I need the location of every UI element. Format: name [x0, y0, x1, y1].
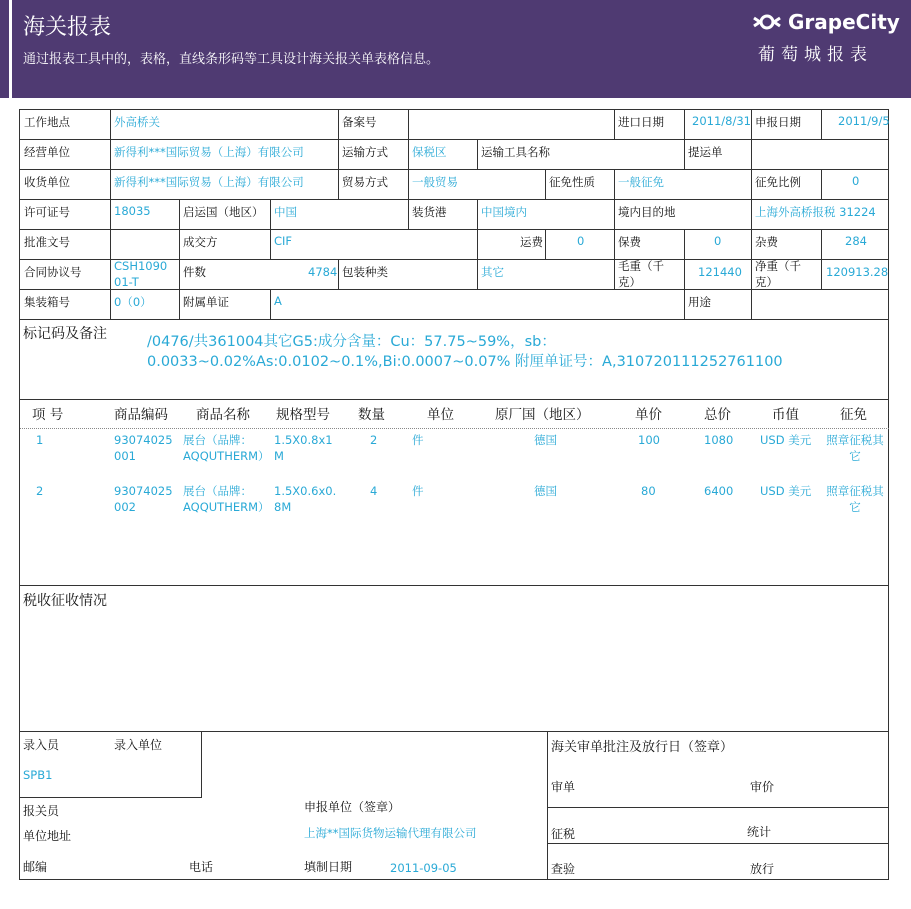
item-qty: 4 [370, 484, 378, 498]
grid-line [821, 170, 822, 200]
grid-line [614, 260, 615, 290]
grid-line [751, 230, 752, 260]
grid-line [20, 199, 889, 200]
deal-value: CIF [274, 234, 293, 248]
package-label: 包装种类 [342, 265, 388, 279]
grid-line [20, 585, 889, 586]
operator-label: 经营单位 [24, 145, 70, 159]
grid-line [751, 290, 752, 320]
container-label: 集装箱号 [24, 295, 70, 309]
grid-line [614, 110, 615, 140]
tax-label: 税收征收情况 [23, 593, 107, 609]
deal-label: 成交方 [183, 235, 218, 249]
grid-line [408, 170, 409, 200]
grid-line [614, 230, 615, 260]
col-qty: 数量 [358, 407, 385, 423]
attached-value: A [274, 294, 282, 308]
customs-broker-label: 报关员 [23, 804, 60, 818]
package-value: 其它 [481, 265, 504, 279]
item-unit: 件 [412, 484, 424, 498]
grid-line [751, 170, 752, 200]
tax-review-label: 征税 [551, 827, 576, 841]
item-unit: 件 [412, 433, 424, 447]
col-unit: 单位 [427, 407, 454, 423]
grid-line [751, 260, 752, 290]
grid-line [684, 230, 685, 260]
page-subtitle: 通过报表工具中的，表格，直线条形码等工具设计海关报关单表格信息。 [23, 52, 440, 67]
grid-line [408, 140, 409, 170]
item-price: 100 [638, 433, 660, 447]
fill-date-value: 2011-09-05 [390, 861, 457, 875]
grid-line [179, 290, 180, 320]
grid-line [179, 260, 180, 290]
grid-line [751, 200, 752, 230]
grid-line [20, 399, 889, 400]
license-value: 18035 [114, 204, 151, 218]
contract-value: CSH109001-T [114, 259, 168, 289]
col-item-no: 项 号 [32, 407, 64, 423]
grid-line [338, 110, 339, 170]
grid-line [751, 110, 752, 140]
grid-line [614, 200, 615, 230]
item-name: 展台（品牌：AQQUTHERM） [183, 484, 270, 514]
grid-line [548, 807, 889, 808]
report-header [0, 0, 911, 98]
inspect-label: 查验 [551, 862, 576, 876]
import-date-value: 2011/8/31 [692, 114, 751, 128]
stats-label: 统计 [747, 825, 772, 839]
loading-port-label: 装货港 [412, 205, 447, 219]
usage-label: 用途 [688, 295, 711, 309]
grid-line [20, 731, 889, 732]
trade-value: 一般贸易 [412, 175, 458, 189]
grid-line [821, 260, 822, 290]
gross-weight-label: 毛重（千克） [618, 259, 664, 289]
declare-date-label: 申报日期 [755, 115, 801, 129]
exemption-ratio-value: 0 [852, 174, 860, 188]
customs-declaration-form [19, 109, 889, 880]
grid-line [270, 290, 271, 320]
grid-line [545, 170, 546, 200]
grid-line [477, 140, 478, 170]
freight-value: 0 [577, 234, 585, 248]
grid-line [477, 200, 478, 230]
grid-line [821, 230, 822, 260]
destination-label: 境内目的地 [618, 205, 676, 219]
grid-line [614, 170, 615, 200]
work-place-value: 外高桥关 [114, 115, 160, 129]
pieces-label: 件数 [183, 265, 206, 279]
grid-line [684, 290, 685, 320]
col-total: 总价 [704, 407, 731, 423]
container-value: 0（0） [114, 295, 152, 309]
item-country: 德国 [534, 484, 557, 498]
grid-line [20, 169, 889, 170]
col-price: 单价 [635, 407, 662, 423]
net-weight-value: 120913.28 [826, 265, 889, 279]
item-name: 展台（品牌：AQQUTHERM） [183, 433, 270, 463]
grid-line [408, 110, 409, 140]
grid-line [179, 230, 180, 260]
attached-label: 附属单证 [183, 295, 229, 309]
phone-label: 电话 [189, 860, 214, 874]
origin-country-value: 中国 [274, 205, 297, 219]
item-qty: 2 [370, 433, 378, 447]
approval-no-label: 批准文号 [24, 235, 70, 249]
postcode-label: 邮编 [23, 860, 48, 874]
insurance-value: 0 [714, 234, 722, 248]
grid-line [201, 732, 202, 798]
net-weight-label: 净重（千克） [755, 259, 801, 289]
item-exempt: 照章征税其它 [826, 484, 884, 514]
grid-line [821, 110, 822, 140]
misc-value: 284 [845, 234, 867, 248]
exemption-nature-value: 一般征免 [618, 175, 664, 189]
item-total: 1080 [704, 433, 734, 447]
item-no: 1 [36, 433, 44, 447]
license-label: 许可证号 [24, 205, 70, 219]
grid-line [547, 732, 548, 880]
release-label: 放行 [750, 862, 775, 876]
bill-label: 提运单 [688, 145, 723, 159]
grid-line [408, 200, 409, 230]
item-country: 德国 [534, 433, 557, 447]
consignee-label: 收货单位 [24, 175, 70, 189]
item-spec: 1.5X0.8x1M [274, 433, 333, 463]
approval-title: 海关审单批注及放行日（签章） [551, 740, 734, 755]
item-currency: USD 美元 [760, 484, 812, 498]
col-currency: 币值 [772, 407, 799, 423]
review-label: 审单 [551, 780, 576, 794]
freight-label: 运费 [520, 235, 543, 249]
item-exempt: 照章征税其它 [826, 433, 884, 463]
item-total: 6400 [704, 484, 734, 498]
work-place-label: 工作地点 [24, 115, 70, 129]
marks-text: /0476/共361004其它G5:成分含量：Cu：57.75~59%，sb：0.0033~0.02%As:0.0102~0.1%,Bi:0.0007~0.07% 附厘单证号：A,310720111252761100 [147, 334, 783, 370]
col-country: 原厂国（地区） [495, 407, 590, 423]
grid-line [684, 140, 685, 170]
vehicle-label: 运输工具名称 [481, 145, 550, 159]
grid-line [477, 260, 478, 290]
loading-port-value: 中国境内 [481, 205, 527, 219]
grid-line [684, 260, 685, 290]
grid-line [338, 170, 339, 200]
brand-name: GrapeCity [788, 10, 900, 34]
gross-weight-value: 121440 [698, 265, 742, 279]
origin-country-label: 启运国（地区） [183, 205, 264, 219]
transport-label: 运输方式 [342, 145, 388, 159]
contract-label: 合同协议号 [24, 265, 82, 279]
record-no-label: 备案号 [342, 115, 377, 129]
item-code: 93074025002 [114, 484, 173, 514]
grid-line [684, 110, 685, 140]
grid-line [20, 428, 889, 429]
col-name: 商品名称 [196, 407, 250, 423]
exemption-ratio-label: 征免比例 [755, 175, 801, 189]
col-code: 商品编码 [114, 407, 168, 423]
grid-line [477, 230, 478, 260]
col-spec: 规格型号 [276, 407, 330, 423]
declare-unit-value: 上海**国际货物运输代理有限公司 [304, 826, 477, 840]
marks-label: 标记码及备注 [23, 326, 107, 342]
grid-line [751, 140, 752, 170]
grid-line [20, 139, 889, 140]
grid-line [545, 230, 546, 260]
exemption-nature-label: 征免性质 [549, 175, 595, 189]
insurance-label: 保费 [618, 235, 641, 249]
trade-label: 贸易方式 [342, 175, 388, 189]
pieces-value: 4784 [308, 265, 338, 279]
grid-line [110, 110, 111, 320]
brand-name-cn: 葡萄城报表 [758, 45, 873, 65]
page-title: 海关报表 [23, 15, 112, 40]
grape-logo-icon [752, 12, 782, 32]
declare-date-value: 2011/9/5 [838, 114, 890, 128]
grapecity-logo [752, 8, 900, 68]
import-date-label: 进口日期 [618, 115, 664, 129]
grid-line [20, 229, 889, 230]
entry-clerk-label: 录入员 [23, 738, 60, 752]
transport-value: 保税区 [412, 145, 447, 159]
operator-value: 新得利***国际贸易（上海）有限公司 [114, 145, 304, 159]
misc-label: 杂费 [755, 235, 778, 249]
grid-line [548, 843, 889, 844]
destination-value: 上海外高桥报税 31224 [755, 205, 876, 219]
item-spec: 1.5X0.6x0.8M [274, 484, 337, 514]
entry-unit-label: 录入单位 [114, 738, 163, 752]
grid-line [179, 200, 180, 230]
header-accent-bar [9, 0, 12, 98]
grid-line [20, 319, 889, 320]
price-review-label: 审价 [750, 780, 775, 794]
declare-unit-label: 申报单位（签章） [304, 800, 401, 814]
item-price: 80 [641, 484, 656, 498]
grid-line [270, 200, 271, 230]
consignee-value: 新得利***国际贸易（上海）有限公司 [114, 175, 304, 189]
grid-line [20, 797, 202, 798]
item-no: 2 [36, 484, 44, 498]
entry-clerk-value: SPB1 [23, 768, 53, 782]
address-label: 单位地址 [23, 829, 72, 843]
grid-line [338, 260, 339, 290]
grid-line [270, 230, 271, 260]
col-exempt: 征免 [840, 407, 867, 423]
item-code: 93074025001 [114, 433, 173, 463]
item-currency: USD 美元 [760, 433, 812, 447]
fill-date-label: 填制日期 [304, 860, 353, 874]
